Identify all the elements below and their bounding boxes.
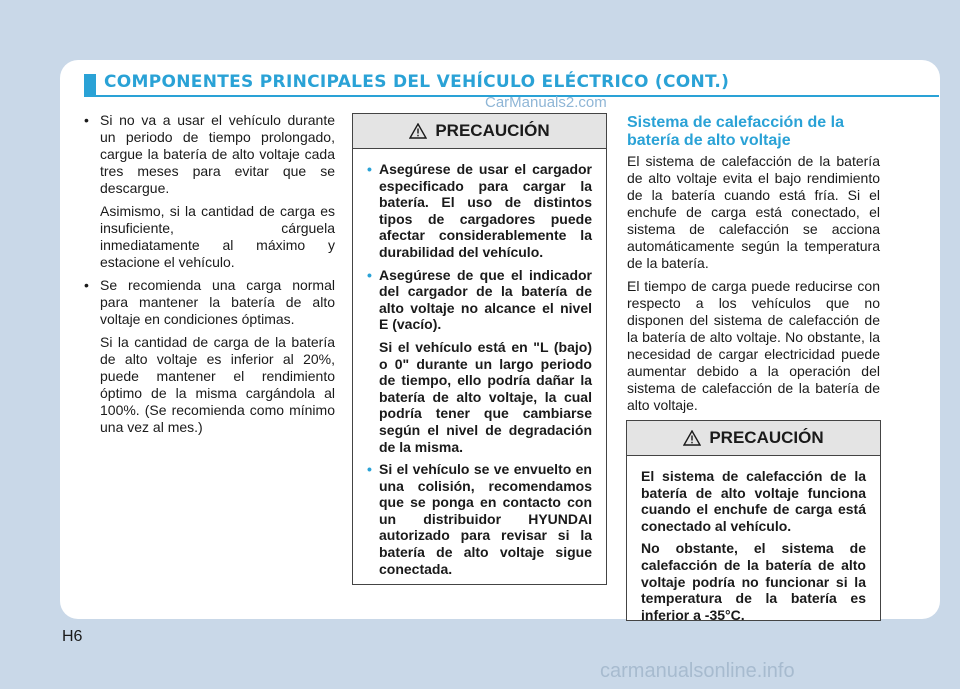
caution-box-charging	[352, 113, 607, 585]
right-column	[627, 153, 880, 420]
caution-item: • Asegúrese de que el indicador del cargador de la batería de alto voltaje no alcance el nivel E (vacío).	[367, 267, 592, 333]
caution-body	[353, 149, 606, 593]
caution-paragraph: No obstante, el sistema de calefacción de la batería de alto voltaje podría no funcionar si la temperatura de la batería es inferior a -35°C.	[641, 540, 866, 623]
caution-box-heating	[626, 420, 881, 621]
caution-heading: PRECAUCIÓN	[709, 428, 824, 447]
list-item: • Si no va a usar el vehículo durante un periodo de tiempo prolongado, cargue la batería de alto voltaje cada tres meses para evitar que se descargue.	[84, 112, 335, 197]
list-item-paragraph: Asimismo, si la cantidad de carga es insuficiente, cárguela inmediatamente al máximo y estacione el vehículo.	[100, 203, 335, 270]
caution-item-paragraph: Si el vehículo está en "L (bajo) o 0" durante un largo periodo de tiempo, ello podría dañar la batería de alto voltaje, la cual podría tener que cambiarse según el nivel de degradación de la misma.	[379, 338, 592, 455]
list-item-paragraph: Si la cantidad de carga de la batería de alto voltaje es inferior al 20%, puede mantener el rendimiento óptimo de la misma cargándola al 100%. (Se recomienda como mínimo una vez al mes.)	[100, 334, 335, 435]
caution-header	[353, 114, 606, 149]
caution-item: • Asegúrese de usar el cargador especificado para cargar la batería. El uso de distintos tipos de cargadores puede afectar considerablemente la durabilidad del vehículo.	[367, 161, 592, 261]
section-title: Sistema de calefacción de la batería de alto voltaje	[627, 114, 844, 149]
caution-heading: PRECAUCIÓN	[435, 121, 550, 140]
watermark-top: CarManuals2.com	[485, 94, 607, 111]
caution-body	[627, 456, 880, 639]
caution-item: • Si el vehículo se ve envuelto en una colisión, recomendamos que se ponga en contacto con un distribuidor HYUNDAI autorizado para revisar si la batería de alto voltaje sigue conectada.	[367, 461, 592, 577]
body-paragraph: El tiempo de carga puede reducirse con respecto a los vehículos que no disponen del sistema de calefacción de la batería de alto voltaje. No obstante, la necesidad de cargar electricidad puede aumentar debido a la operación del sistema de calefacción de la batería de alto voltaje.	[627, 278, 880, 413]
warning-triangle-icon	[683, 430, 701, 446]
caution-paragraph: El sistema de calefacción de la batería de alto voltaje funciona cuando el enchufe de carga está conectado al vehículo.	[641, 468, 866, 534]
list-item: • Se recomienda una carga normal para mantener la batería de alto voltaje en condiciones óptimas.	[84, 277, 335, 328]
header-accent-bar	[84, 74, 96, 96]
warning-triangle-icon	[409, 123, 427, 139]
body-paragraph: El sistema de calefacción de la batería de alto voltaje evita el bajo rendimiento de la batería cuando está fría. Si el enchufe de carga está conectado, el sistema de calefacción se acciona automáticamente según la temperatura de la batería.	[627, 153, 880, 271]
watermark-bottom: carmanualsonline.info	[600, 660, 795, 682]
left-column	[84, 112, 335, 442]
page-number: H6	[62, 628, 83, 645]
caution-header	[627, 421, 880, 456]
page-header-title: COMPONENTES PRINCIPALES DEL VEHÍCULO ELÉCTRICO (CONT.)	[104, 72, 730, 92]
